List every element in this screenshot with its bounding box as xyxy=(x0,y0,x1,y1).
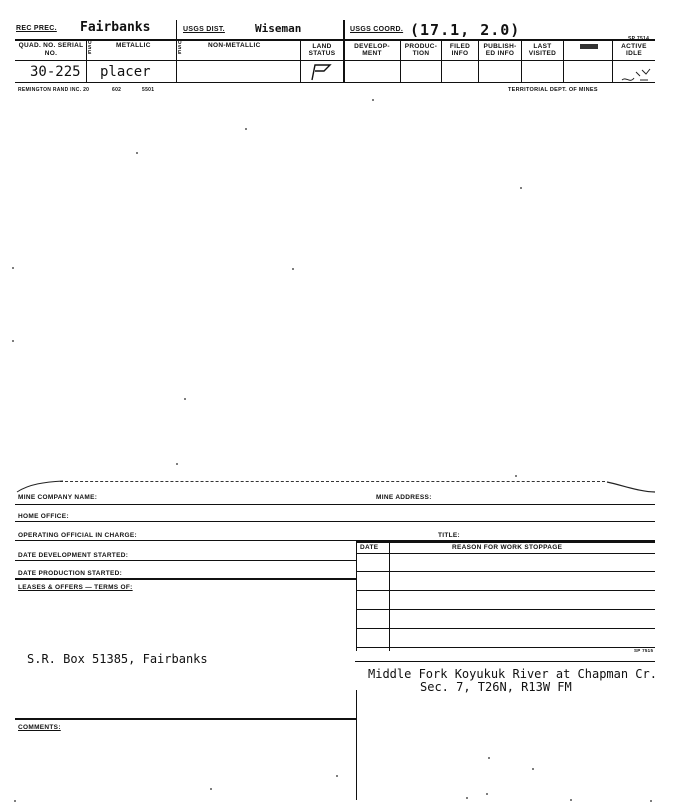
development-header: DEVELOP- MENT xyxy=(354,43,390,57)
last-visited-header: LAST VISITED xyxy=(528,43,557,57)
redacted-mark xyxy=(580,44,598,49)
top-grid-vline xyxy=(400,39,401,82)
stoppage-table-vline xyxy=(389,541,390,651)
top-grid-vline xyxy=(441,39,442,82)
comments-label: COMMENTS: xyxy=(18,724,61,731)
usgs-dist-value: Wiseman xyxy=(255,22,302,35)
speckle xyxy=(532,768,534,770)
speckle xyxy=(14,800,16,802)
top-grid-vline xyxy=(612,39,613,82)
form-line xyxy=(15,578,356,580)
home-address-text: S.R. Box 51385, Fairbanks xyxy=(27,652,208,666)
speckle xyxy=(486,793,488,795)
location-line-2: Sec. 7, T26N, R13W FM xyxy=(420,680,572,694)
usgs-coord-value: (17.1, 2.0) xyxy=(410,21,521,39)
location-line-1: Middle Fork Koyukuk River at Chapman Cr. xyxy=(368,667,657,681)
speckle xyxy=(520,187,522,189)
published-info-header: PUBLISH- ED INFO xyxy=(483,43,517,57)
form-line xyxy=(15,521,655,522)
printer-text: REMINGTON RAND INC. 20 xyxy=(18,87,90,93)
home-office-label: HOME OFFICE: xyxy=(18,513,69,520)
top-grid-line xyxy=(15,39,655,41)
top-grid-vline xyxy=(300,39,301,82)
date-column-header: DATE xyxy=(360,544,379,551)
speckle xyxy=(176,463,178,465)
stoppage-table-top xyxy=(356,541,655,543)
speckle xyxy=(184,398,186,400)
top-grid-vline xyxy=(563,39,564,82)
stoppage-row-line xyxy=(356,571,655,572)
title-label: TITLE: xyxy=(438,532,461,539)
rec-prec-label: REC PREC. xyxy=(16,25,57,32)
form-line xyxy=(15,718,356,720)
usgs-dist-label: USGS DIST. xyxy=(183,26,225,33)
top-grid-vline xyxy=(478,39,479,82)
speckle xyxy=(292,268,294,270)
speckle xyxy=(210,788,212,790)
speckle xyxy=(12,267,14,269)
stoppage-row-line xyxy=(356,647,655,648)
printer-code-1: 602 xyxy=(112,87,122,93)
top-grid-vline xyxy=(176,20,177,82)
non-metallic-header: NON-METALLIC xyxy=(208,42,261,49)
form-line xyxy=(15,560,356,561)
usgs-coord-label: USGS COORD. xyxy=(350,26,404,33)
speckle xyxy=(372,99,374,101)
top-grid-vline xyxy=(521,39,522,82)
speckle xyxy=(245,128,247,130)
stoppage-row-line xyxy=(356,553,655,554)
printer-code-2: 5501 xyxy=(142,87,155,93)
production-header: PRODUC- TION xyxy=(404,43,438,57)
land-status-header: LAND STATUS xyxy=(308,43,336,57)
use-metallic-prefix: U S E xyxy=(88,40,92,56)
top-grid-vline xyxy=(86,39,87,82)
use-nonmetallic-prefix: U S E xyxy=(178,40,182,56)
leases-label: LEASES & OFFERS — TERMS OF: xyxy=(18,584,133,591)
speckle xyxy=(136,152,138,154)
metallic-header: METALLIC xyxy=(116,42,151,49)
metallic-value: placer xyxy=(100,64,151,80)
date-development-label: DATE DEVELOPMENT STARTED: xyxy=(18,552,129,559)
speckle xyxy=(650,800,652,802)
filed-info-header: FILED INFO xyxy=(449,43,471,57)
active-idle-header: ACTIVE IDLE xyxy=(621,43,647,57)
speckle xyxy=(515,475,517,477)
location-line xyxy=(355,661,655,662)
speckle xyxy=(336,775,338,777)
speckle xyxy=(466,797,468,799)
stoppage-table-vline xyxy=(356,541,357,651)
stoppage-row-line xyxy=(356,628,655,629)
speckle xyxy=(12,340,14,342)
rec-prec-value: Fairbanks xyxy=(80,20,151,35)
stoppage-row-line xyxy=(356,609,655,610)
card-edge-curve-left xyxy=(15,478,65,494)
top-grid-line xyxy=(15,82,655,83)
quad-serial-header: QUAD. NO. SERIAL NO. xyxy=(18,42,84,57)
mine-company-label: MINE COMPANY NAME: xyxy=(18,494,98,501)
land-status-p-mark xyxy=(306,62,336,82)
card-edge xyxy=(60,481,605,482)
speckle xyxy=(488,757,490,759)
department-text: TERRITORIAL DEPT. OF MINES xyxy=(508,87,598,93)
form-line xyxy=(15,504,655,505)
card-edge-curve-right xyxy=(605,480,657,498)
stoppage-row-line xyxy=(356,590,655,591)
date-production-label: DATE PRODUCTION STARTED: xyxy=(18,570,123,577)
serial-value: 30-225 xyxy=(30,64,81,80)
active-idle-scribble xyxy=(620,66,654,84)
reason-column-header: REASON FOR WORK STOPPAGE xyxy=(452,544,563,551)
speckle xyxy=(570,799,572,801)
form-number-top: SP 7514 xyxy=(628,36,650,42)
form-number-bottom: SP 7515 xyxy=(634,648,654,653)
comments-divider xyxy=(356,690,357,800)
top-grid-line xyxy=(15,60,655,61)
mine-address-label: MINE ADDRESS: xyxy=(376,494,432,501)
operating-official-label: OPERATING OFFICIAL IN CHARGE: xyxy=(18,532,137,539)
